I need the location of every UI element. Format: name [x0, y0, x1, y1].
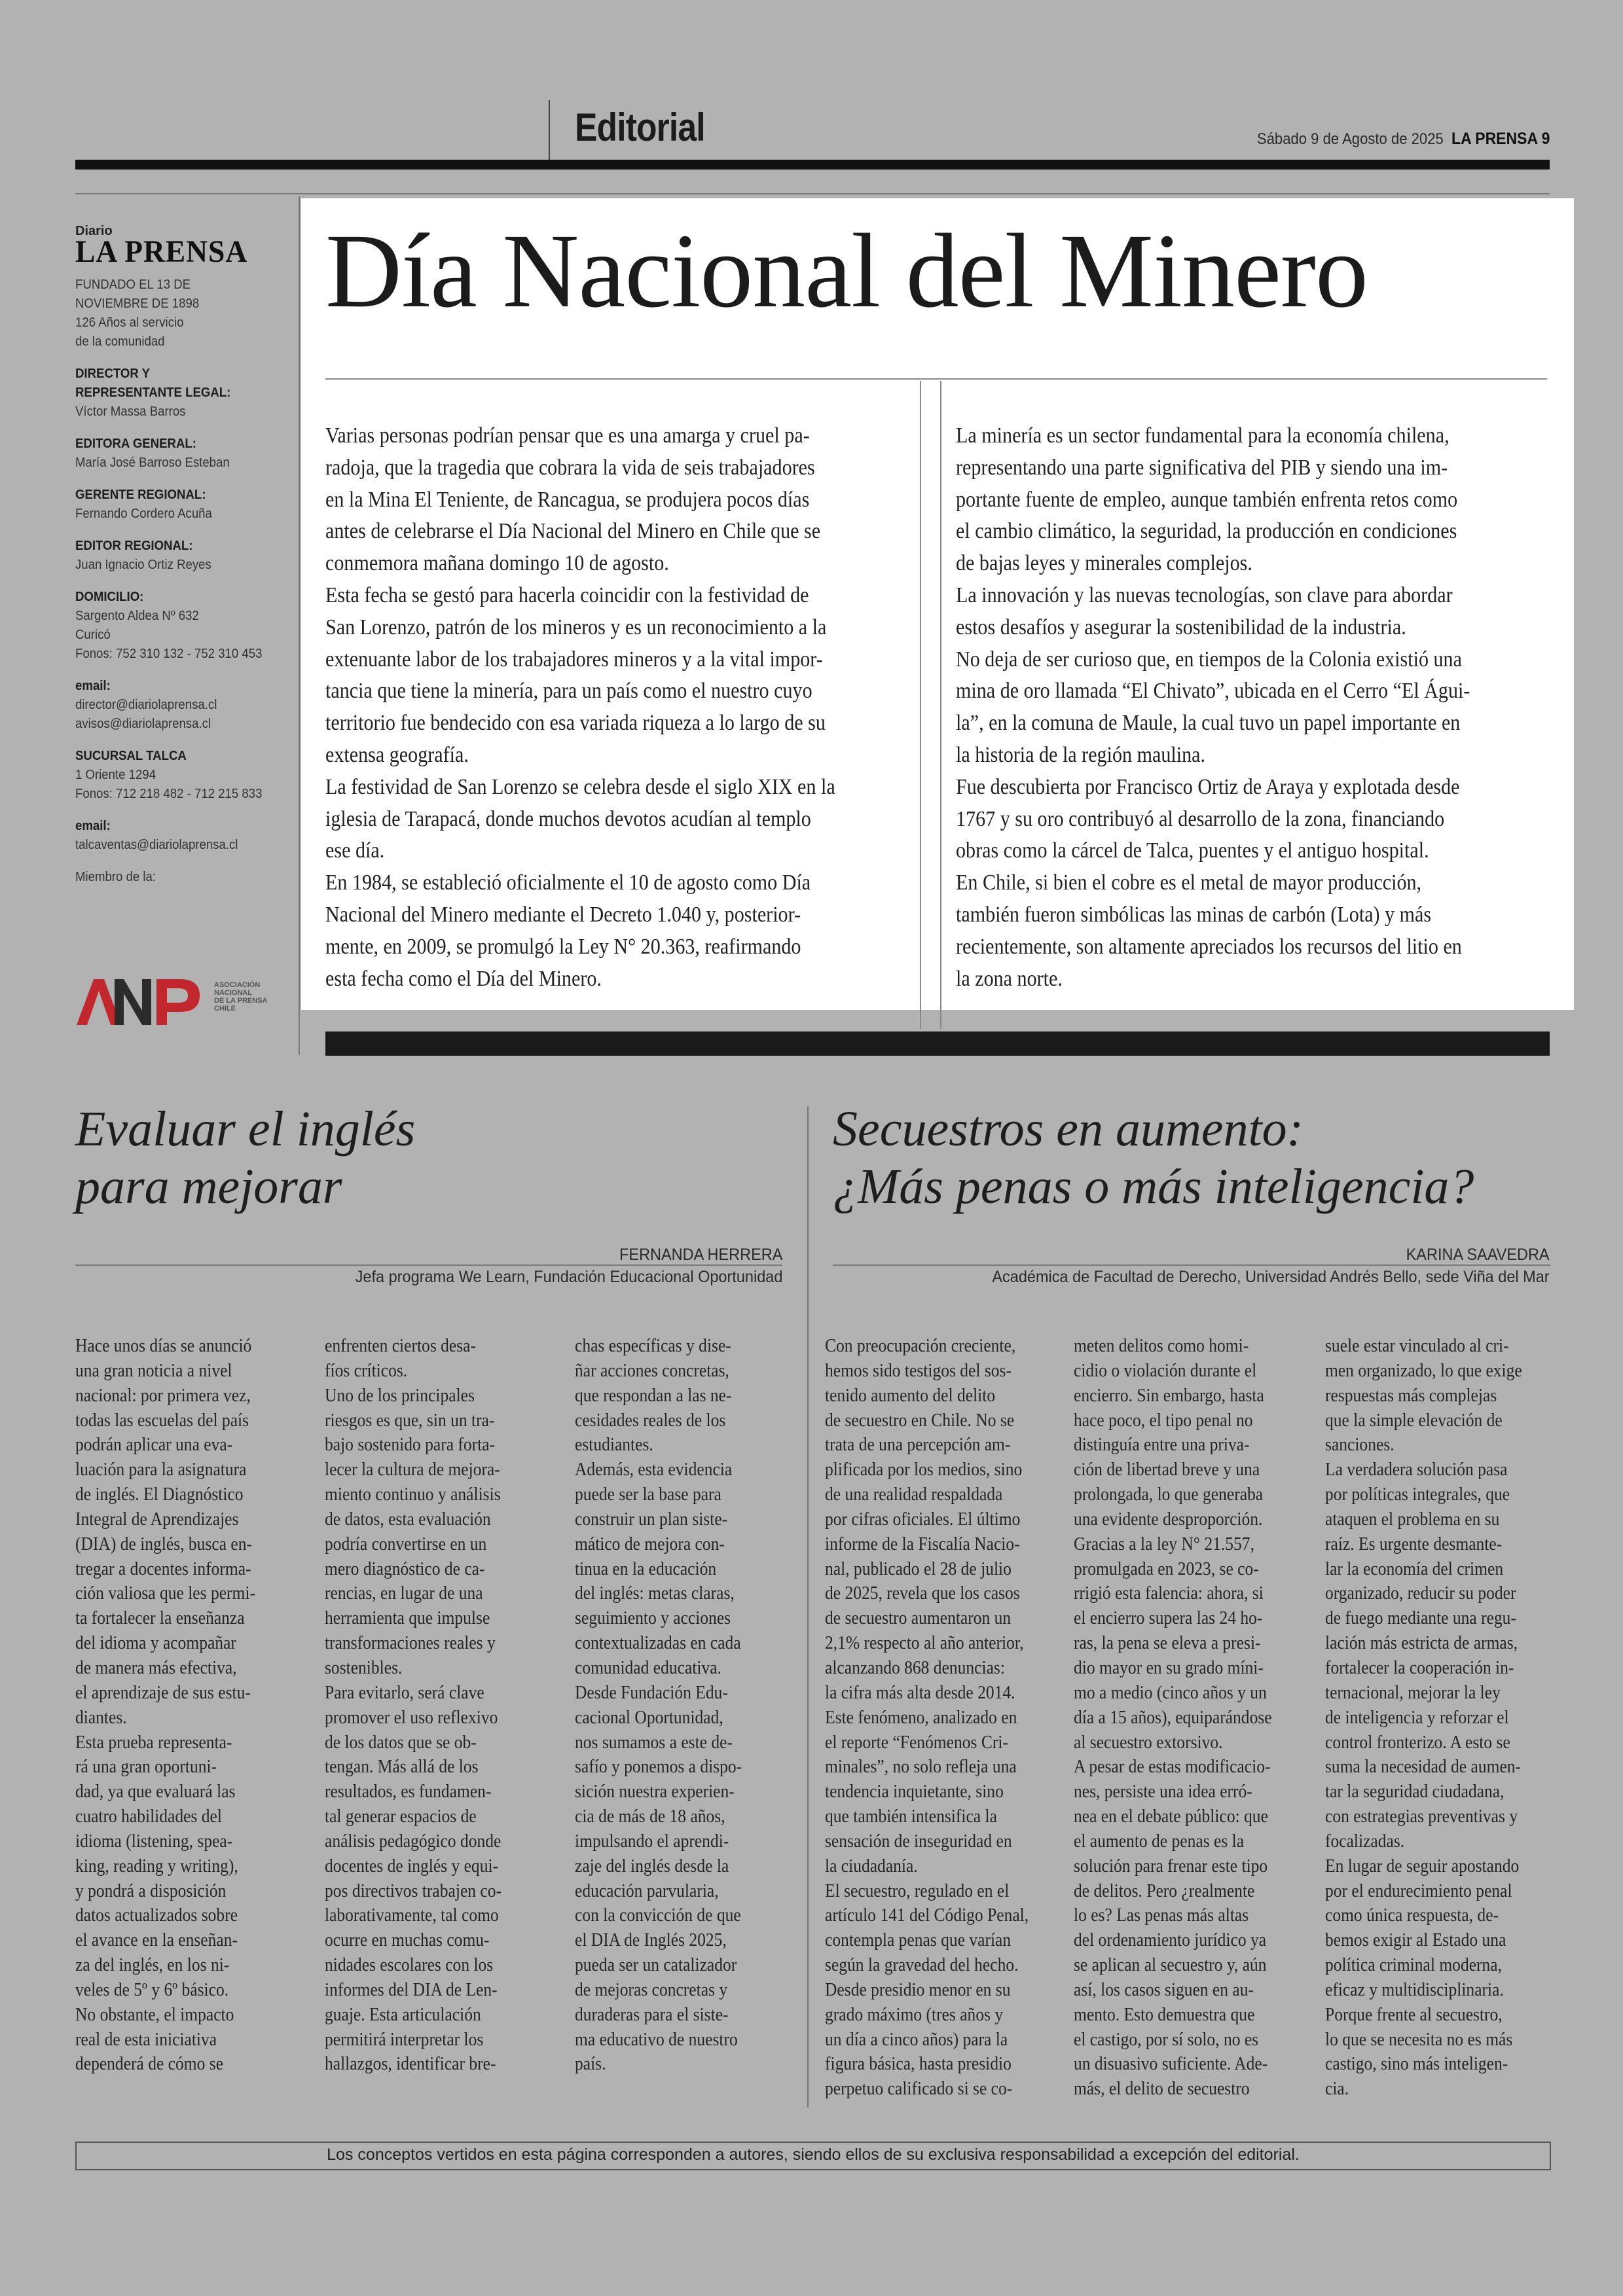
body-text-line: Hace unos días se anunció — [75, 1335, 252, 1356]
editorial-line: recientemente, son altamente apreciados los recursos del litio en — [956, 934, 1462, 959]
masthead-diario: Diario — [75, 224, 113, 238]
masthead-member-of: Miembro de la: — [75, 870, 156, 884]
editorial-line: Varias personas podrían pensar que es una amarga y cruel pa- — [325, 423, 810, 448]
masthead-staff-entry — [75, 677, 301, 734]
body-text-line: respuestas más complejas — [1325, 1384, 1497, 1406]
body-text-line: organizado, reducir su poder — [1325, 1583, 1516, 1604]
body-text-line: más, el delito de secuestro — [1074, 2078, 1250, 2100]
body-text-line: bajo sostenido para forta- — [325, 1434, 496, 1456]
editorial-line: San Lorenzo, patrón de los mineros y es un reconocimiento a la — [325, 615, 827, 639]
body-text-line: alcanzando 868 denuncias: — [825, 1657, 1005, 1678]
masthead-staff-title: GERENTE REGIONAL: — [75, 488, 206, 502]
masthead — [75, 196, 298, 1054]
body-text-line: nacional: por primera vez, — [75, 1384, 251, 1406]
body-text-line: dependerá de cómo se — [75, 2053, 224, 2075]
body-text-line: ras, la pena se eleva a presi- — [1074, 1632, 1261, 1654]
body-text-line: de delitos. Pero ¿realmente — [1074, 1880, 1255, 1901]
opinion-1-column-1 — [75, 1334, 255, 2077]
opinion-1-title: Evaluar el inglés para mejorar — [75, 1102, 416, 1214]
footer-disclaimer: Los conceptos vertidos en esta página corresponden a autores, siendo ellos de su exclusiva responsabilidad a excepción del editorial. — [327, 2145, 1300, 2164]
masthead-staff-title: REPRESENTANTE LEGAL: — [75, 386, 231, 400]
masthead-rule — [299, 196, 300, 1055]
body-text-line: cuatro habilidades del — [75, 1806, 222, 1827]
body-text-line: castigo, sino más inteligen- — [1325, 2053, 1508, 2075]
body-text-line: país. — [575, 2053, 606, 2075]
logo-caption-1: ASOCIACIÓN — [214, 981, 261, 989]
body-text-line: cia. — [1325, 2078, 1349, 2100]
masthead-email-link[interactable]: talcaventas@diariolaprensa.cl — [75, 838, 238, 852]
opinion-2-byline — [993, 1244, 1550, 1288]
body-text-line: comunidad educativa. — [575, 1657, 721, 1678]
body-text-line: hemos sido testigos del sos- — [825, 1359, 1012, 1381]
editorial-line: territorio fue bendecido con esa variada riqueza a lo largo de su — [325, 711, 826, 736]
body-text-line: por políticas integrales, que — [1325, 1484, 1510, 1505]
body-text-line: al secuestro extorsivo. — [1074, 1731, 1223, 1753]
editorial-line: obras como la cárcel de Talca, puentes y el antiguo hospital. — [956, 838, 1429, 863]
opinion-1-column-3 — [575, 1334, 742, 2077]
masthead-staff-entry — [75, 747, 301, 804]
body-text-line: el aumento de penas es la — [1074, 1830, 1245, 1852]
body-text-line: promover el uso reflexivo — [325, 1706, 498, 1728]
editorial-line: Fue descubierta por Francisco Ortiz de Araya y explotada desde — [956, 774, 1460, 799]
body-text-line: una gran noticia a nivel — [75, 1359, 232, 1381]
body-text-line: nes, persiste una idea erró- — [1074, 1781, 1252, 1803]
body-text-line: control fronterizo. A esto se — [1325, 1731, 1510, 1753]
body-text-line: ñar acciones concretas, — [575, 1359, 729, 1381]
body-text-line: focalizadas. — [1325, 1830, 1405, 1852]
body-text-line: construir un plan siste- — [575, 1508, 728, 1530]
masthead-email-link[interactable]: avisos@diariolaprensa.cl — [75, 717, 211, 731]
body-text-line: un día a cinco años) para la — [825, 2028, 1008, 2050]
body-text-line: como única respuesta, de- — [1325, 1905, 1499, 1926]
body-text-line: suele estar vinculado al cri- — [1325, 1335, 1509, 1356]
editorial-line: portante fuente de empleo, aunque también enfrenta retos como — [956, 487, 1458, 512]
body-text-line: de 2025, revela que los casos — [825, 1583, 1020, 1604]
body-text-line: tenido aumento del delito — [825, 1384, 996, 1406]
anp-logo-mark — [77, 979, 200, 1025]
editorial-line: también fueron simbólicas las minas de carbón (Lota) y más — [956, 902, 1432, 927]
masthead-paper-name: LA PRENSA — [75, 234, 248, 269]
body-text-line: sensación de inseguridad en — [825, 1830, 1012, 1852]
body-text-line: de manera más efectiva, — [75, 1657, 237, 1678]
body-text-line: Para evitarlo, será clave — [325, 1681, 484, 1703]
editorial-title-rule — [325, 378, 1547, 380]
body-text-line: que la simple elevación de — [1325, 1409, 1503, 1431]
body-text-line: el DIA de Inglés 2025, — [575, 1929, 727, 1951]
masthead-staff-entry — [75, 435, 301, 473]
body-text-line: de secuestro aumentaron un — [825, 1607, 1012, 1629]
editorial-line: mente, en 2009, se promulgó la Ley N° 20.363, reafirmando — [325, 934, 801, 959]
editorial-column-rule — [920, 381, 921, 1029]
body-text-line: se aplican al secuestro y, aún — [1074, 1954, 1267, 1976]
opinion-1-author: FERNANDA HERRERA — [619, 1246, 782, 1264]
masthead-staff-line: Fonos: 712 218 482 - 712 215 833 — [75, 787, 263, 801]
body-text-line: encierro. Sin embargo, hasta — [1074, 1384, 1264, 1406]
section-name: Editorial — [575, 105, 705, 149]
opinion-1-byline-rule — [75, 1265, 782, 1266]
body-text-line: de una realidad respaldada — [825, 1484, 1003, 1505]
body-text-line: informes del DIA de Len- — [325, 1979, 498, 2000]
body-text-line: idioma (listening, spea- — [75, 1830, 233, 1852]
editorial-title: Día Nacional del Minero — [325, 213, 1368, 330]
editorial-column-rule — [940, 381, 941, 1029]
body-text-line: contextualizadas en cada — [575, 1632, 741, 1654]
opinion-2-title: Secuestros en aumento: ¿Más penas o más inteligencia? — [833, 1102, 1474, 1214]
body-text-line: El secuestro, regulado en el — [825, 1880, 1010, 1901]
body-text-line: tendencia inquietante, sino — [825, 1781, 1004, 1803]
body-text-line: lar la economía del crimen — [1325, 1558, 1504, 1579]
body-text-line: En lugar de seguir apostando — [1325, 1855, 1520, 1876]
body-text-line: Esta prueba representa- — [75, 1731, 232, 1753]
body-text-line: docentes de inglés y equi- — [325, 1855, 499, 1876]
body-text-line: y pondrá a disposición — [75, 1880, 227, 1901]
masthead-staff-title: email: — [75, 679, 111, 693]
body-text-line: transformaciones reales y — [325, 1632, 496, 1654]
masthead-staff-title: DIRECTOR Y — [75, 367, 151, 381]
editorial-line: La minería es un sector fundamental para la economía chilena, — [956, 423, 1450, 448]
body-text-line: ción valiosa que les permi- — [75, 1583, 255, 1604]
masthead-staff-line: Curicó — [75, 628, 111, 642]
anp-logo — [75, 974, 272, 1026]
body-text-line: una evidente desproporción. — [1074, 1508, 1263, 1530]
masthead-staff-entry — [75, 588, 301, 664]
body-text-line: ocurre en muchas comu- — [325, 1929, 490, 1951]
body-text-line: Además, esta evidencia — [575, 1459, 733, 1480]
body-text-line: fíos críticos. — [325, 1359, 408, 1381]
masthead-staff — [75, 365, 298, 855]
masthead-staff-line: 1 Oriente 1294 — [75, 768, 156, 782]
header-thick-rule — [75, 160, 1550, 170]
body-text-line: duraderas para el siste- — [575, 2003, 729, 2025]
editorial-line: extenuante labor de los trabajadores mineros y a la vital impor- — [325, 647, 823, 672]
body-text-line: mento. Esto demuestra que — [1074, 2003, 1255, 2025]
editorial-line: esta fecha como el Día del Minero. — [325, 966, 602, 991]
header-thin-rule — [75, 193, 1550, 194]
body-text-line: Desde presidio menor en su — [825, 1979, 1011, 2000]
body-text-line: hallazgos, identificar bre- — [325, 2053, 496, 2075]
body-text-line: así, los casos siguen en au- — [1074, 1979, 1254, 2000]
body-text-line: Uno de los principales — [325, 1384, 475, 1406]
body-text-line: el castigo, por sí solo, no es — [1074, 2028, 1259, 2050]
body-text-line: miento continuo y análisis — [325, 1484, 501, 1505]
opinion-2-author: KARINA SAAVEDRA — [1406, 1246, 1550, 1264]
logo-caption-4: CHILE — [214, 1005, 236, 1013]
opinion-1-column-2 — [325, 1334, 501, 2077]
body-text-line: nea en el debate público: que — [1074, 1806, 1268, 1827]
editorial-line: Esta fecha se gestó para hacerla coincidir con la festividad de — [325, 583, 809, 607]
body-text-line: del inglés: metas claras, — [575, 1583, 735, 1604]
opinion-2-byline-rule — [833, 1265, 1550, 1266]
body-text-line: nal, publicado el 28 de julio — [825, 1558, 1012, 1579]
body-text-line: cia de más de 18 años, — [575, 1806, 725, 1827]
body-text-line: ataquen el problema en su — [1325, 1508, 1500, 1530]
body-text-line: veles de 5º y 6º básico. — [75, 1979, 229, 2000]
body-text-line: men organizado, lo que exige — [1325, 1359, 1522, 1381]
body-text-line: (DIA) de inglés, busca en- — [75, 1533, 252, 1554]
body-text-line: contempla penas que varían — [825, 1929, 1012, 1951]
body-text-line: rá una gran oportuni- — [75, 1756, 217, 1778]
editorial-line: la zona norte. — [956, 966, 1063, 991]
body-text-line: resultados, es fundamen- — [325, 1781, 492, 1803]
editorial-line: La innovación y las nuevas tecnologías, son clave para abordar — [956, 583, 1453, 607]
body-text-line: sostenibles. — [325, 1657, 403, 1678]
editorial-line: En 1984, se estableció oficialmente el 10 de agosto como Día — [325, 870, 811, 895]
masthead-staff-title: DOMICILIO: — [75, 590, 144, 604]
masthead-staff-title: SUCURSAL TALCA — [75, 749, 187, 763]
body-text-line: raíz. Es urgente desmante- — [1325, 1533, 1503, 1554]
opinion-2-column-2 — [1074, 1334, 1272, 2102]
opinion-1-byline — [355, 1244, 782, 1288]
masthead-staff-title: EDITORA GENERAL: — [75, 437, 196, 451]
editorial-line: de bajas leyes y minerales complejos. — [956, 551, 1252, 576]
body-text-line: guaje. Esta articulación — [325, 2003, 481, 2025]
body-text-line: política criminal moderna, — [1325, 1954, 1502, 1976]
body-text-line: de los datos que se ob- — [325, 1731, 477, 1753]
issue-line — [1257, 130, 1550, 149]
body-text-line: lo es? Las penas más altas — [1074, 1905, 1249, 1926]
body-text-line: plificada por los medios, sino — [825, 1459, 1023, 1480]
masthead-founded: FUNDADO EL 13 DE NOVIEMBRE DE 1898 126 Años al servicio de la comunidad — [75, 278, 200, 349]
body-text-line: día a 15 años), equiparándose — [1074, 1706, 1272, 1728]
editorial-line: tancia que tiene la minería, para un país como el nuestro cuyo — [325, 679, 812, 704]
body-text-line: el encierro supera las 24 ho- — [1074, 1607, 1263, 1629]
body-text-line: Con preocupación creciente, — [825, 1335, 1016, 1356]
body-text-line: hace poco, el tipo penal no — [1074, 1409, 1253, 1431]
body-text-line: real de esta iniciativa — [75, 2028, 217, 2050]
body-text-line: Integral de Aprendizajes — [75, 1508, 239, 1530]
body-text-line: el reporte “Fenómenos Cri- — [825, 1731, 1008, 1753]
masthead-staff-entry — [75, 486, 301, 524]
body-text-line: podrán aplicar una eva- — [75, 1434, 233, 1456]
body-text-line: rrigió esta falencia: ahora, si — [1074, 1583, 1264, 1604]
body-text-line: sición nuestra experien- — [575, 1781, 735, 1803]
body-text-line: ternacional, mejorar la ley — [1325, 1681, 1501, 1703]
body-text-line: lo que se necesita no es más — [1325, 2028, 1513, 2050]
body-text-line: pos directivos trabajen co- — [325, 1880, 501, 1901]
editorial-line: ese día. — [325, 838, 385, 863]
body-text-line: con estrategias preventivas y — [1325, 1806, 1518, 1827]
body-text-line: mático de mejora con- — [575, 1533, 725, 1554]
body-text-line: con la convicción de que — [575, 1905, 741, 1926]
body-text-line: artículo 141 del Código Penal, — [825, 1905, 1029, 1926]
body-text-line: distinguía entre una priva- — [1074, 1434, 1250, 1456]
body-text-line: zaje del inglés desde la — [575, 1855, 729, 1876]
masthead-staff-title: EDITOR REGIONAL: — [75, 539, 193, 553]
body-text-line: La verdadera solución pasa — [1325, 1459, 1508, 1480]
body-text-line: trata de una percepción am- — [825, 1434, 1011, 1456]
opinion-2-column-3 — [1325, 1334, 1522, 2102]
body-text-line: solución para frenar este tipo — [1074, 1855, 1268, 1876]
body-text-line: prolongada, lo que generaba — [1074, 1484, 1264, 1505]
masthead-staff-line: Juan Ignacio Ortiz Reyes — [75, 558, 211, 572]
body-text-line: diantes. — [75, 1706, 127, 1728]
body-text-line: informe de la Fiscalía Nacio- — [825, 1533, 1020, 1554]
body-text-line: tar la seguridad ciudadana, — [1325, 1781, 1504, 1803]
editorial-line: antes de celebrarse el Día Nacional del Minero en Chile que se — [325, 519, 821, 544]
body-text-line: ción de libertad breve y una — [1074, 1459, 1260, 1480]
paper-page: LA PRENSA 9 — [1451, 130, 1550, 148]
body-text-line: dio mayor en su grado míni- — [1074, 1657, 1264, 1678]
editorial-line: extensa geografía. — [325, 742, 469, 767]
masthead-staff-line: Fonos: 752 310 132 - 752 310 453 — [75, 647, 263, 661]
logo-caption-2: NACIONAL — [214, 989, 253, 997]
body-text-line: tinua en la educación — [575, 1558, 717, 1579]
body-text-line: análisis pedagógico donde — [325, 1830, 501, 1852]
opinion-1-role: Jefa programa We Learn, Fundación Educacional Oportunidad — [355, 1268, 782, 1286]
editorial-line: mina de oro llamada “El Chivato”, ubicada en el Cerro “El Águi- — [956, 679, 1470, 704]
body-text-line: mero diagnóstico de ca- — [325, 1558, 485, 1579]
body-text-line: un disuasivo suficiente. Ade- — [1074, 2053, 1268, 2075]
body-text-line: pueda ser un catalizador — [575, 1954, 737, 1976]
editorial-line: radoja, que la tragedia que cobrara la vida de seis trabajadores — [325, 455, 815, 480]
body-text-line: promulgada en 2023, se co- — [1074, 1558, 1259, 1579]
body-text-line: cidio o violación durante el — [1074, 1359, 1257, 1381]
body-text-line: 2,1% respecto al año anterior, — [825, 1632, 1024, 1654]
body-text-line: educación parvularia, — [575, 1880, 719, 1901]
editorial-line: la historia de la región maulina. — [956, 742, 1206, 767]
masthead-staff-entry — [75, 537, 301, 575]
body-text-line: ta fortalecer la enseñanza — [75, 1607, 245, 1629]
masthead-staff-entry — [75, 817, 301, 855]
body-text-line: laborativamente, tal como — [325, 1905, 499, 1926]
masthead-staff-line: María José Barroso Esteban — [75, 456, 230, 470]
body-text-line: puede ser la base para — [575, 1484, 721, 1505]
body-text-line: Gracias a la ley N° 21.557, — [1074, 1533, 1254, 1554]
body-text-line: del idioma y acompañar — [75, 1632, 236, 1654]
body-text-line: de fuego mediante una regu- — [1325, 1607, 1516, 1629]
editorial-line: conmemora mañana domingo 10 de agosto. — [325, 551, 669, 576]
editorial-line: En Chile, si bien el cobre es el metal de mayor producción, — [956, 870, 1422, 895]
issue-date: Sábado 9 de Agosto de 2025 — [1256, 130, 1444, 148]
body-text-line: king, reading y writing), — [75, 1855, 238, 1876]
body-text-line: lación más estricta de armas, — [1325, 1632, 1518, 1654]
body-text-line: cesidades reales de los — [575, 1409, 726, 1431]
body-text-line: mo a medio (cinco años y un — [1074, 1681, 1267, 1703]
editorial-line: La festividad de San Lorenzo se celebra desde el siglo XIX en la — [325, 774, 835, 799]
body-text-line: eficaz y multidisciplinaria. — [1325, 1979, 1504, 2000]
editorial-line: en la Mina El Teniente, de Rancagua, se produjera pocos días — [325, 487, 810, 512]
body-text-line: minales”, no solo refleja una — [825, 1756, 1017, 1778]
masthead-staff-entry — [75, 365, 301, 422]
body-text-line: todas las escuelas del país — [75, 1409, 249, 1431]
body-text-line: No obstante, el impacto — [75, 2003, 234, 2025]
body-text-line: podría convertirse en un — [325, 1533, 487, 1554]
body-text-line: por cifras oficiales. El último — [825, 1508, 1021, 1530]
body-text-line: datos actualizados sobre — [75, 1905, 238, 1926]
editorial-line: el cambio climático, la seguridad, la producción en condiciones — [956, 519, 1457, 544]
body-text-line: ma educativo de nuestro — [575, 2028, 738, 2050]
body-text-line: nidades escolares con los — [325, 1954, 494, 1976]
body-text-line: que respondan a las ne- — [575, 1384, 732, 1406]
body-text-line: de secuestro en Chile. No se — [825, 1409, 1015, 1431]
body-text-line: seguimiento y acciones — [575, 1607, 731, 1629]
body-text-line: Porque frente al secuestro, — [1325, 2003, 1503, 2025]
body-text-line: perpetuo calificado si se co- — [825, 2078, 1013, 2100]
body-text-line: de mejoras concretas y — [575, 1979, 728, 2000]
body-text-line: nos sumamos a este de- — [575, 1731, 733, 1753]
body-text-line: lecer la cultura de mejora- — [325, 1459, 500, 1480]
body-text-line: tal generar espacios de — [325, 1806, 477, 1827]
editorial-line: 1767 y su oro contribuyó al desarrollo de la zona, financiando — [956, 806, 1445, 831]
editorial-right-column — [956, 420, 1470, 995]
body-text-line: enfrenten ciertos desa- — [325, 1335, 476, 1356]
body-text-line: la ciudadanía. — [825, 1855, 918, 1876]
body-text-line: sanciones. — [1325, 1434, 1395, 1456]
editorial-line: iglesia de Tarapacá, donde muchos devotos acudían al templo — [325, 806, 811, 831]
body-text-line: impulsando el aprendi- — [575, 1830, 729, 1852]
logo-caption-3: DE LA PRENSA — [214, 997, 268, 1005]
body-text-line: A pesar de estas modificacio- — [1074, 1756, 1271, 1778]
body-text-line: grado máximo (tres años y — [825, 2003, 1004, 2025]
editorial-left-column — [325, 420, 835, 995]
body-text-line: Desde Fundación Edu- — [575, 1681, 728, 1703]
body-text-line: chas específicas y dise- — [575, 1335, 731, 1356]
body-text-line: za del inglés, en los ni- — [75, 1954, 230, 1976]
masthead-staff-line: Sargento Aldea Nº 632 — [75, 609, 199, 623]
body-text-line: según la gravedad del hecho. — [825, 1954, 1019, 1976]
masthead-email-link[interactable]: director@diariolaprensa.cl — [75, 698, 217, 712]
opinion-divider — [807, 1106, 809, 2108]
body-text-line: rencias, en lugar de una — [325, 1583, 483, 1604]
editorial-line: Nacional del Minero mediante el Decreto 1.040 y, posterior- — [325, 902, 801, 927]
body-text-line: del ordenamiento jurídico ya — [1074, 1929, 1267, 1951]
body-text-line: estudiantes. — [575, 1434, 653, 1456]
body-text-line: riesgos es que, sin un tra- — [325, 1409, 495, 1431]
body-text-line: permitirá interpretar los — [325, 2028, 484, 2050]
body-text-line: figura básica, hasta presidio — [825, 2053, 1012, 2075]
body-text-line: dad, ya que evaluará las — [75, 1781, 236, 1803]
masthead-staff-line: Fernando Cordero Acuña — [75, 507, 212, 521]
body-text-line: fortalecer la cooperación in- — [1325, 1657, 1514, 1678]
body-text-line: la cifra más alta desde 2014. — [825, 1681, 1015, 1703]
body-text-line: tregar a docentes informa- — [75, 1558, 251, 1579]
masthead-staff-line: Víctor Massa Barros — [75, 404, 186, 419]
body-text-line: herramienta que impulse — [325, 1607, 490, 1629]
masthead-staff-title: email: — [75, 819, 111, 833]
body-text-line: bemos exigir al Estado una — [1325, 1929, 1506, 1951]
editorial-line: representando una parte significativa del PIB y siendo una im- — [956, 455, 1448, 480]
body-text-line: meten delitos como homi- — [1074, 1335, 1249, 1356]
body-text-line: luación para la asignatura — [75, 1459, 247, 1480]
opinion-2-role: Académica de Facultad de Derecho, Universidad Andrés Bello, sede Viña del Mar — [992, 1268, 1550, 1286]
body-text-line: de inglés. El Diagnóstico — [75, 1484, 244, 1505]
body-text-line: cacional Oportunidad, — [575, 1706, 723, 1728]
editorial-line: la”, en la comuna de Maule, la cual tuvo un papel importante en — [956, 711, 1461, 736]
body-text-line: safío y ponemos a dispo- — [575, 1756, 742, 1778]
editorial-line: estos desafíos y asegurar la sostenibilidad de la industria. — [956, 615, 1406, 639]
header-divider — [549, 100, 550, 160]
body-text-line: tengan. Más allá de los — [325, 1756, 479, 1778]
body-text-line: que también intensifica la — [825, 1806, 997, 1827]
body-text-line: el aprendizaje de sus estu- — [75, 1681, 251, 1703]
body-text-line: Este fenómeno, analizado en — [825, 1706, 1017, 1728]
editorial-line: No deja de ser curioso que, en tiempos de la Colonia existió una — [956, 647, 1462, 672]
body-text-line: por el endurecimiento penal — [1325, 1880, 1512, 1901]
body-text-line: el avance en la enseñan- — [75, 1929, 238, 1951]
opinion-2-column-1 — [825, 1334, 1029, 2102]
body-text-line: de inteligencia y reforzar el — [1325, 1706, 1509, 1728]
body-text-line: suma la necesidad de aumen- — [1325, 1756, 1522, 1778]
editorial-bottom-bar — [325, 1031, 1550, 1056]
body-text-line: de datos, esta evaluación — [325, 1508, 491, 1530]
